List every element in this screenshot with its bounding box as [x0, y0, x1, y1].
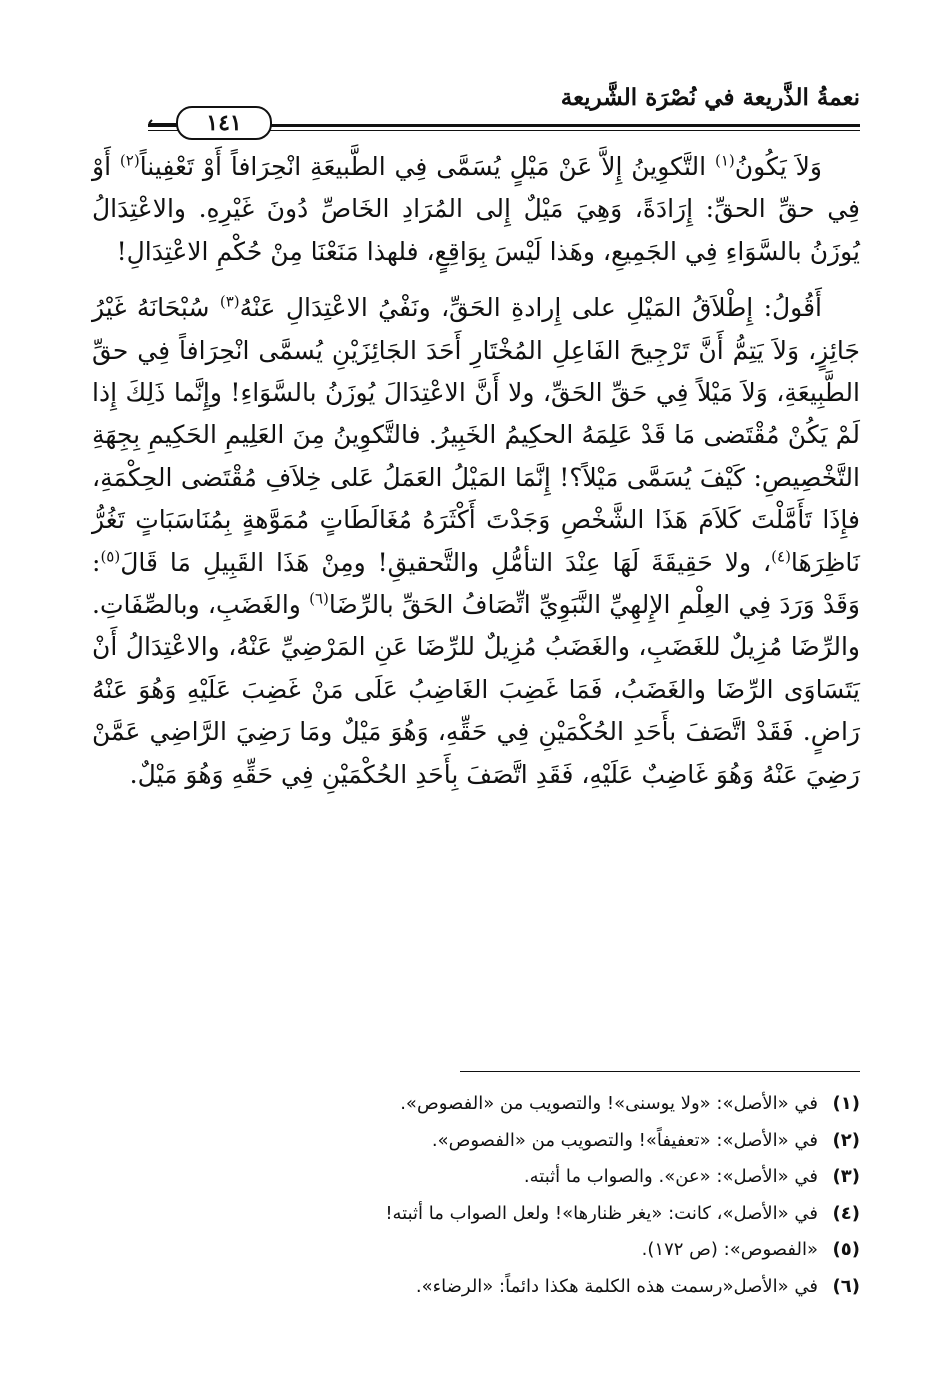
- footnote-number: (٦): [832, 1275, 860, 1297]
- footnotes: [92, 1086, 860, 1306]
- body-text-segment: سُبْحَانَهُ غَيْرُ جَائِزٍ، وَلاَ يَتِمُّ أَنَّ تَرْجِيحَ الفَاعِلِ المُخْتَارِ أَحَدَ الجَائِزَيْنِ يُسمَّى انْحِرَافاً فِي حقِّ الطَّبِيعَةِ، وَلاَ مَيْلاً فِي حَقِّ الحَقِّ، ولا أَنَّ الاعْتِدَالَ يُوزَنُ بالسَّوَاءِ! وإِنَّما ذَلِكَ إِذا لَمْ يَكُنْ مُقْتَضى مَا قَدْ عَلِمَهُ الحكِيمُ الخَبِيرُ. فالتَّكوِينُ مِنَ العَلِيمِ الحَكِيمِ بِجِهَةِ التَّخْصِيصِ: كَيْفَ يُسَمَّى مَيْلاً؟! إِنَّمَا المَيْلُ العَمَلُ عَلى خِلاَفِ مُقْتَضى الحِكْمَةِ، فإِذَا تَأَمَّلْتَ كَلاَمَ هَذَا الشَّخْصِ وَجَدْتَ أَكْثَرَهُ مُغَالَطَاتٍ مُمَوَّهةٍ بِمُنَاسَبَاتٍ تَغُرُّ نَاظِرَهَا: [92, 293, 860, 577]
- footnote-reference: (٢): [119, 151, 140, 170]
- footnote-reference: (٥): [100, 547, 121, 566]
- paragraph-1: [92, 146, 860, 273]
- footnote-text: في «الأصل»: «عن». والصواب ما أثبته.: [523, 1166, 818, 1188]
- body-text-segment: التَّكوِينُ إِلاَّ عَنْ مَيْلٍ يُسَمَّى فِي الطَّبيعَةِ انْحِرَافاً أَوْ تَعْفِيناً: [139, 152, 715, 181]
- footnote-number: (٣): [832, 1166, 860, 1188]
- running-title: نعمةُ الذَّريعة في نُصْرَة الشَّريعة: [560, 84, 860, 111]
- body-text-segment: أَوْ فِي حقِّ الحقِّ: إِرَادَةً، وَهِيَ مَيْلٌ إِلى المُرَادِ الخَاصِّ دُونَ غَيْرِهِ. والاعْتِدَالُ يُوزَنُ بالسَّوَاءِ فِي الجَمِيعِ، وهَذا لَيْسَ بِوَاقِعٍ، فلهذا مَنَعْنَا مِنْ حُكْمِ الاعْتِدَالِ!: [92, 152, 860, 266]
- footnote: [92, 1232, 860, 1269]
- body-text-segment: : وَقَدْ وَرَدَ فِي العِلْمِ الإِلهِيِّ النَّبَوِيِّ اتِّصَافُ الحَقِّ بالرِّضَا: [92, 547, 860, 620]
- footnote-number: (٥): [832, 1239, 860, 1261]
- body-text: [92, 146, 860, 796]
- page-number: ١٤١: [176, 106, 272, 140]
- footnote-text: في «الأصل»: «تعفيفاً»! والتصويب من «الفصوص».: [431, 1129, 818, 1151]
- footnote-text: في «الأصل«رسمت هذه الكلمة هكذا دائماً: «الرضاء».: [415, 1275, 818, 1297]
- rule-tail-ornament: [148, 116, 178, 130]
- body-text-segment: وَلاَ يَكُونُ: [734, 152, 822, 181]
- footnote-number: (١): [832, 1093, 860, 1114]
- footnote-reference: (٣): [219, 292, 240, 311]
- footnote-number: (٢): [832, 1129, 860, 1151]
- footnote: [92, 1123, 860, 1160]
- footnote: [92, 1196, 860, 1233]
- body-text-segment: والغَضَبِ، وبالصِّفَاتِ. والرِّضَا مُزِيلٌ للغَضَبِ، والغَضَبُ مُزِيلٌ للرِّضَا عَنِ المَرْضِيِّ عَنْهُ، والاعْتِدَالُ أَنْ يَتَسَاوَى الرِّضَا والغَضَبُ، فَمَا غَضِبَ الغَاضِبُ عَلَى مَنْ غَضِبَ عَلَيْهِ وَهُوَ عَنْهُ رَاضٍ. فَقَدْ اتَّصَفَ بأَحَدِ الحُكْمَيْنِ فِي حَقِّهِ، وَهُوَ مَيْلٌ ومَا رَضِيَ الرَّاضِي عَمَّنْ رَضِيَ عَنْهُ وَهُوَ غَاضِبٌ عَلَيْهِ، فَقَدِ اتَّصَفَ بِأَحَدِ الحُكْمَيْنِ فِي حَقِّهِ وَهُوَ مَيْلٌ.: [92, 590, 860, 789]
- footnote-reference: (٦): [309, 589, 329, 608]
- footnote-separator: [460, 1071, 860, 1072]
- footnote-number: (٤): [832, 1202, 860, 1224]
- body-text-segment: ، ولا حَقِيقَةَ لَهَا عِنْدَ التأمُّلِ والتَّحقيقِ! ومِنْ هَذَا القَبِيلِ مَا قَالَ: [120, 547, 772, 577]
- footnote-text: في «الأصل»، كانت: «يغر ظنارها»! ولعل الصواب ما أثبته!: [385, 1202, 818, 1224]
- footnote: [92, 1269, 860, 1306]
- footnote-reference: (١): [714, 151, 735, 170]
- footnote: [92, 1086, 860, 1123]
- paragraph-2: [92, 287, 860, 796]
- body-text-segment: أَقُولُ: إِطْلاَقُ المَيْلِ على إِرادةِ الحَقِّ، ونَفْيُ الاعْتِدَالِ عَنْهُ: [239, 293, 822, 323]
- footnote-text: في «الأصل»: «ولا يوسنى»! والتصويب من «الفصوص».: [400, 1093, 818, 1114]
- footnote: [92, 1159, 860, 1196]
- footnote-text: «الفصوص»: (ص ١٧٢).: [641, 1239, 818, 1261]
- footnote-reference: (٤): [771, 547, 791, 566]
